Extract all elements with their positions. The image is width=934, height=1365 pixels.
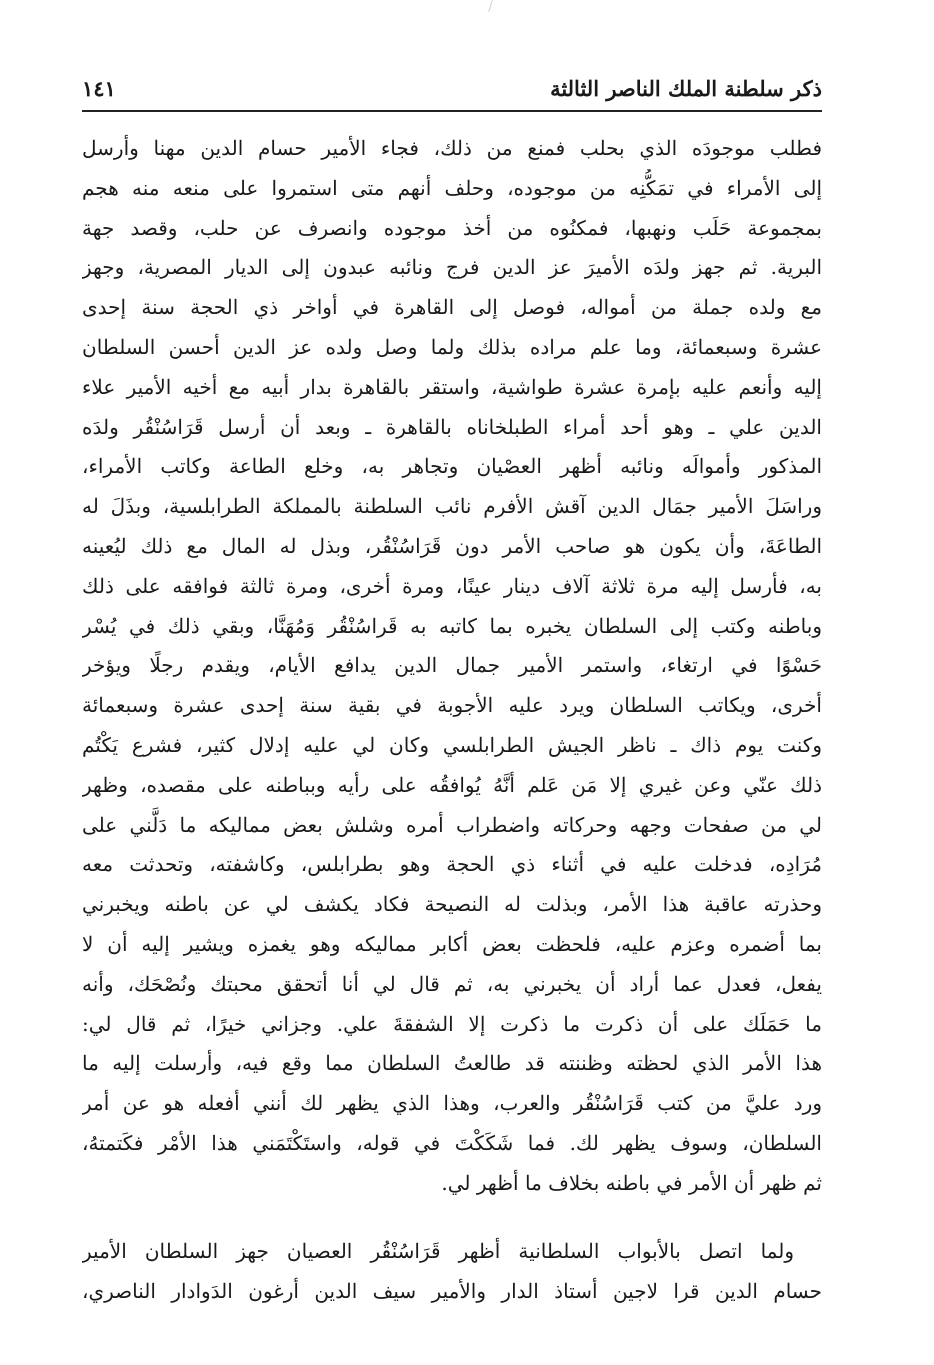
header-title: ذكر سلطنة الملك الناصر الثالثة xyxy=(550,76,822,101)
text-line: الطاعَةَ، وأن يكون هو صاحب الأمر دون قَرَاسُنْقُر، وبذل له المال مع ذلك ليُعينه xyxy=(82,533,822,558)
text-line-last: ثم ظهر أن الأمر في باطنه بخلاف ما أظهر لي. xyxy=(441,1170,822,1195)
paragraph-2 xyxy=(82,1232,822,1312)
text-line: يفعل، فعدل عما أراد أن يخبرني به، ثم قال لي أنا أتحقق محبتك ونُصْحَك، وأنه xyxy=(82,971,822,996)
text-line: وحذرته عاقبة هذا الأمر، وبذلت له النصيحة فكاد يكشف لي عن باطنه ويخبرني xyxy=(82,892,822,917)
text-line: ولما اتصل بالأبواب السلطانية أظهر قَرَاسُنْقُر العصيان جهز السلطان الأمير xyxy=(82,1239,794,1263)
text-line: إلى الأمراء في تمَكُّنِه من موجوده، وحلف أنهم متى استمروا على منعه منه هجم xyxy=(82,175,822,200)
text-line: أخرى، ويكاتب السلطان ويرد عليه الأجوبة في بقية سنة إحدى عشرة وسبعمائة xyxy=(82,693,822,718)
paragraph-1 xyxy=(82,129,822,1204)
text-line: حسام الدين قرا لاجين أستاذ الدار والأمير سيف الدين أرغون الدَوادار الناصري، xyxy=(82,1278,822,1303)
text-line: عشرة وسبعمائة، وما علم مراده بذلك ولما وصل ولده عز الدين أحسن السلطان xyxy=(82,334,822,359)
text-line: حَسْوًا في ارتغاء، واستمر الأمير جمال الدين يدافع الأيام، ويقدم رجلًا ويؤخر xyxy=(82,653,822,678)
text-line: به، فأرسل إليه مرة ثلاثة آلاف دينار عينًا، ومرة أخرى، ومرة ثالثة فوافقه على ذلك xyxy=(82,573,822,598)
text-line: المذكور وأموالَه ونائبه أظهر العصْيان وتجاهر به، وخلع الطاعة وكاتب الأمراء، xyxy=(82,454,822,479)
text-line: لي من صفحات وجهه وحركاته واضطراب أمره وشلش بعض مماليكه ما دَلَّني على xyxy=(82,812,822,837)
text-line: البرية. ثم جهز ولدَه الأميرَ عز الدين فرج ونائبه عبدون إلى الديار المصرية، وجهز xyxy=(82,255,822,280)
text-line: هذا الأمر الذي لحظته وظننته قد طالعتُ السلطان مما وقع فيه، وأرسلت إليه ما xyxy=(82,1051,822,1076)
text-line: وراسَلَ الأمير جمَال الدين آقش الأفرم نائب السلطنة بالمملكة الطرابلسية، وبذَلَ له xyxy=(82,494,822,519)
text-line: مع ولده جملة من أمواله، فوصل إلى القاهرة في أواخر ذي الحجة سنة إحدى xyxy=(82,295,822,320)
text-line: ما حَمَلَك على أن ذكرت ما ذكرت إلا الشفقةَ علي. وجزاني خيرًا، ثم قال لي: xyxy=(82,1011,822,1036)
running-header xyxy=(82,74,822,106)
text-line: السلطان، وسوف يظهر لك. فما شَكَكْتَ في قوله، واستَكْتَمَني هذا الأمْر فكَتمتهُ، xyxy=(82,1130,822,1155)
text-line: وباطنه وكتب إلى السلطان يخبره بما كاتبه به قَراسُنْقُر وَمُهَنَّا، وبقي ذلك في يُسْر xyxy=(82,613,822,638)
text-line: مُرَادِه، فدخلت عليه في أثناء ذي الحجة وهو بطرابلس، وكاشفته، وتحدثت معه xyxy=(82,852,822,877)
text-line: فطلب موجودَه الذي بحلب فمنع من ذلك، فجاء الأمير حسام الدين مهنا وأرسل xyxy=(82,136,822,160)
text-line: إليه وأنعم عليه بإمرة عشرة طواشية، واستقر بالقاهرة بدار أبيه مع أخيه الأمير علاء xyxy=(82,374,822,399)
text-line: ورد عليَّ من كتب قَرَاسُنْقُر والعرب، وهذا الذي يظهر لك أنني أفعله هو عن أمر xyxy=(82,1091,822,1116)
text-line: ذلك عنّي وعن غيري إلا مَن عَلم أنَّهُ يُوافقُه على رأيه وبباطنه على مقصده، وظهر xyxy=(82,772,822,797)
page-number: ١٤١ xyxy=(82,76,116,101)
text-line: بما أضمره وعزم عليه، فلحظت بعض أكابر مماليكه وهو يغمزه ويشير إليه أن لا xyxy=(82,931,822,956)
header-rule xyxy=(82,110,822,112)
text-line: وكنت يوم ذاك ـ ناظر الجيش الطرابلسي وكان لي عليه إدلال كثير، فشرع يَكْتُم xyxy=(82,732,822,757)
scan-mark xyxy=(488,0,493,12)
text-line: الدين علي ـ وهو أحد أمراء الطبلخاناه بالقاهرة ـ وبعد أن أرسل قَرَاسُنْقُر ولدَه xyxy=(82,414,822,439)
text-line: بمجموعة حَلَب ونهبها، فمكنُوه من أخذ موجوده وانصرف عن حلب، وقصد جهة xyxy=(82,215,822,240)
